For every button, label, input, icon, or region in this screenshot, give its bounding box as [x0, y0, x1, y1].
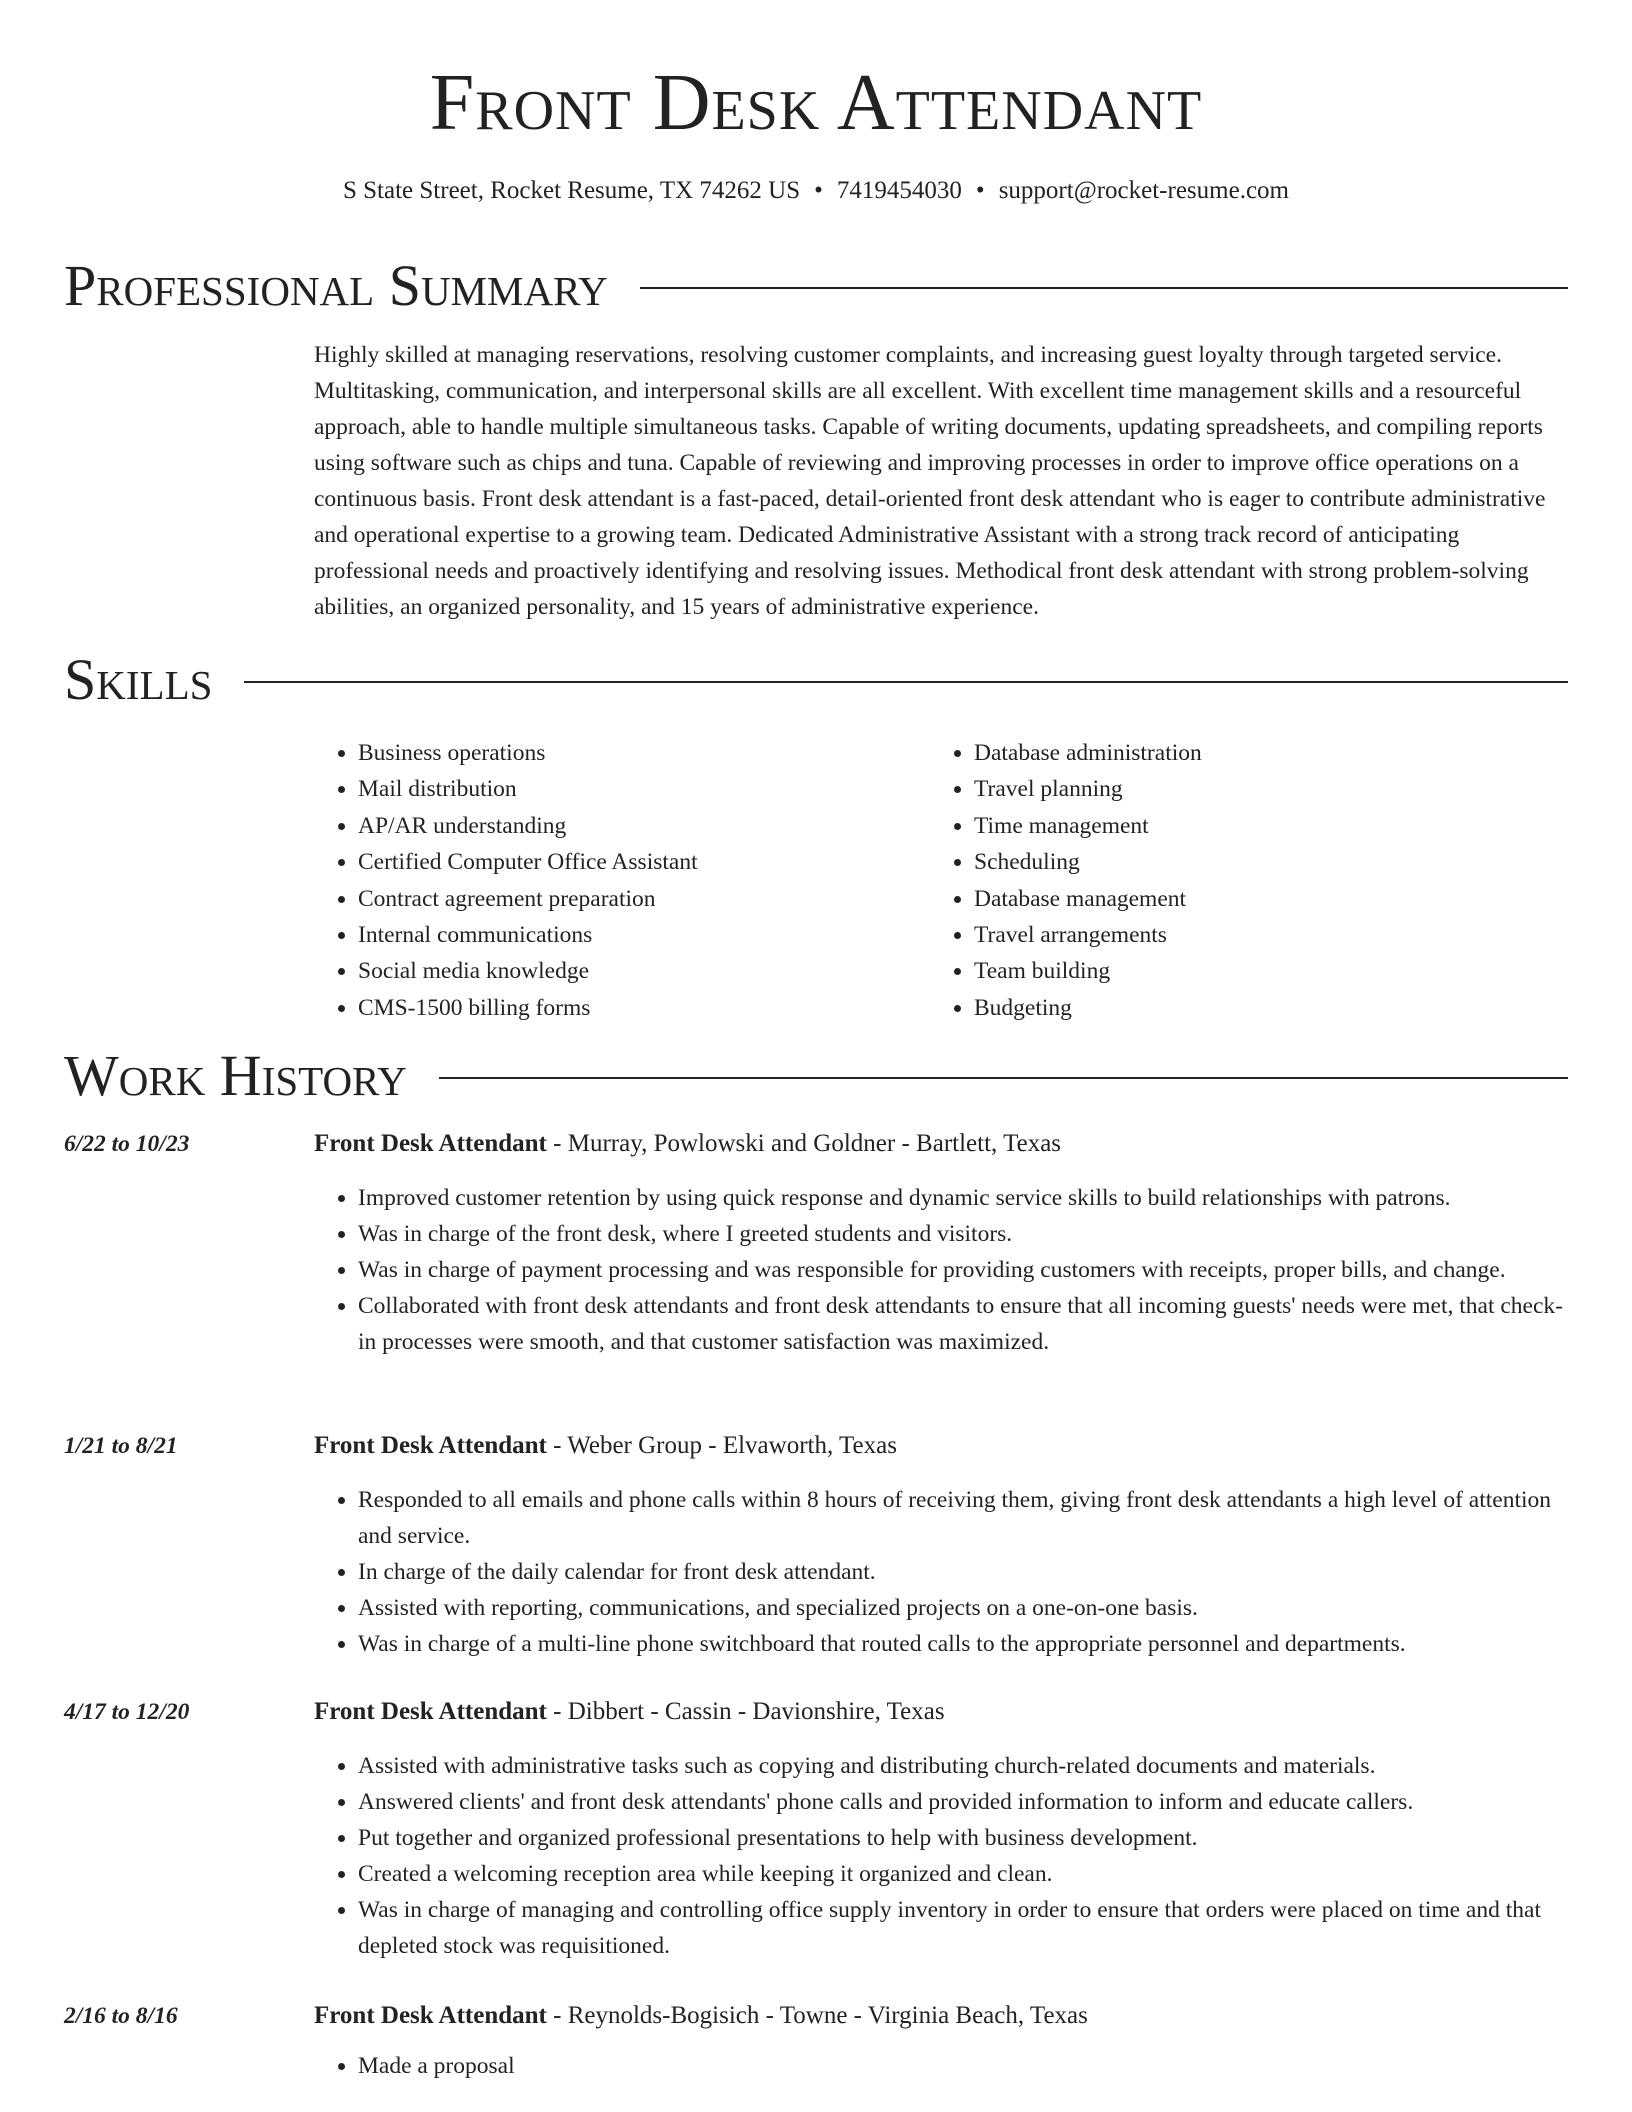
skill-item: • Travel arrangements: [974, 917, 1546, 953]
job-title: Front Desk Attendant: [314, 2002, 547, 2029]
contact-address: S State Street, Rocket Resume, TX 74262 US: [343, 177, 801, 204]
job-details: - Weber Group - Elvaworth, Texas: [546, 1432, 897, 1459]
job-bullet: • In charge of the daily calendar for front desk attendant.: [358, 1554, 1570, 1590]
skills-columns: [314, 735, 1570, 1026]
skill-item: • Travel planning: [974, 771, 1546, 807]
job-details: - Reynolds-Bogisich - Towne - Virginia Beach, Texas: [546, 2002, 1088, 2029]
job-bullet: • Assisted with reporting, communications, and specialized projects on a one-on-one basis.: [358, 1590, 1570, 1626]
job-bullet: • Responded to all emails and phone calls within 8 hours of receiving them, giving front desk attendants a high level of attention and service.: [358, 1482, 1570, 1554]
skill-item: • Social media knowledge: [358, 953, 930, 989]
job-entry: [64, 1694, 1570, 1964]
job-bullet: • Made a proposal: [358, 2048, 1570, 2084]
skills-section-header: [64, 648, 1568, 712]
job-header: [64, 1428, 1570, 1464]
job-header: [64, 1126, 1570, 1162]
job-dates: 4/17 to 12/20: [64, 1699, 190, 1725]
contact-separator: •: [975, 177, 985, 204]
job-entry: [64, 1998, 1570, 2084]
section-divider: [244, 681, 1568, 683]
skills-heading: Skills: [64, 647, 213, 712]
job-bullet: • Created a welcoming reception area while keeping it organized and clean.: [358, 1856, 1570, 1892]
section-divider: [439, 1077, 1568, 1079]
job-bullets: [314, 1482, 1570, 1662]
job-details: - Murray, Powlowski and Goldner - Bartlett, Texas: [546, 1130, 1062, 1157]
skills-list-right: [930, 735, 1546, 1026]
skill-item: • CMS-1500 billing forms: [358, 990, 930, 1026]
resume-name: Front Desk Attendant: [429, 59, 1203, 147]
contact-email: support@rocket-resume.com: [998, 177, 1289, 204]
job-bullet: • Was in charge of the front desk, where I greeted students and visitors.: [358, 1216, 1570, 1252]
job-heading: [314, 1126, 1061, 1162]
work-heading: Work History: [64, 1043, 407, 1108]
skill-item: • Budgeting: [974, 990, 1546, 1026]
job-heading: [314, 1428, 897, 1464]
job-bullets: [314, 1180, 1570, 1360]
job-bullet: • Improved customer retention by using quick response and dynamic service skills to build relationships with patrons.: [358, 1180, 1570, 1216]
skill-item: • Scheduling: [974, 844, 1546, 880]
skills-list-left: [314, 735, 930, 1026]
summary-text: Highly skilled at managing reservations, resolving customer complaints, and increasing guest loyalty through targeted service. Multitasking, communication, and interpersonal skills are all excellent. With excellent time management skills and a resourceful approach, able to handle multiple simultaneous tasks. Capable of writing documents, updating spreadsheets, and compiling reports using software such as chips and tuna. Capable of reviewing and improving processes in order to improve office operations on a continuous basis. Front desk attendant is a fast-paced, detail-oriented front desk attendant who is eager to contribute administrative and operational expertise to a growing team. Dedicated Administrative Assistant with a strong track record of anticipating professional needs and proactively identifying and resolving issues. Methodical front desk attendant with strong problem-solving abilities, an organized personality, and 15 years of administrative experience.: [314, 342, 1546, 620]
skill-item: • Mail distribution: [358, 771, 930, 807]
job-details: - Dibbert - Cassin - Davionshire, Texas: [546, 1698, 945, 1725]
skill-item: • Certified Computer Office Assistant: [358, 844, 930, 880]
job-bullet: • Assisted with administrative tasks such as copying and distributing church-related documents and materials.: [358, 1748, 1570, 1784]
work-section-header: [64, 1044, 1568, 1108]
job-heading: [314, 1998, 1088, 2034]
job-bullet: • Was in charge of payment processing and was responsible for providing customers with receipts, proper bills, and change.: [358, 1252, 1570, 1288]
job-header: [64, 1694, 1570, 1730]
skill-item: • Team building: [974, 953, 1546, 989]
skill-item: • Internal communications: [358, 917, 930, 953]
job-entry: [64, 1428, 1570, 1662]
section-divider: [640, 287, 1568, 289]
job-bullet: • Collaborated with front desk attendants and front desk attendants to ensure that all incoming guests' needs were met, that check-in processes were smooth, and that customer satisfaction was maximized.: [358, 1288, 1570, 1360]
skill-item: • Contract agreement preparation: [358, 881, 930, 917]
job-heading: [314, 1694, 945, 1730]
skill-item: • Database management: [974, 881, 1546, 917]
job-bullets: [314, 1748, 1570, 1964]
summary-section-header: [64, 254, 1568, 318]
summary-heading: Professional Summary: [64, 253, 608, 318]
job-bullet: • Put together and organized professional presentations to help with business development.: [358, 1820, 1570, 1856]
contact-line: [0, 174, 1632, 208]
job-bullets: [314, 2048, 1570, 2084]
job-dates: 6/22 to 10/23: [64, 1131, 190, 1157]
job-bullet: • Answered clients' and front desk attendants' phone calls and provided information to inform and educate callers.: [358, 1784, 1570, 1820]
skill-item: • Database administration: [974, 735, 1546, 771]
job-entry: [64, 1126, 1570, 1360]
job-title: Front Desk Attendant: [314, 1130, 547, 1157]
job-header: [64, 1998, 1570, 2034]
skill-item: • Time management: [974, 808, 1546, 844]
job-dates: 2/16 to 8/16: [64, 2003, 178, 2029]
job-title: Front Desk Attendant: [314, 1432, 547, 1459]
skill-item: • AP/AR understanding: [358, 808, 930, 844]
job-bullet: • Was in charge of managing and controlling office supply inventory in order to ensure that orders were placed on time and that depleted stock was requisitioned.: [358, 1892, 1570, 1964]
skill-item: • Business operations: [358, 735, 930, 771]
job-title: Front Desk Attendant: [314, 1698, 547, 1725]
contact-separator: •: [814, 177, 823, 204]
contact-phone: 7419454030: [836, 177, 962, 204]
job-bullet: • Was in charge of a multi-line phone switchboard that routed calls to the appropriate personnel and departments.: [358, 1626, 1570, 1662]
job-dates: 1/21 to 8/21: [64, 1433, 178, 1459]
